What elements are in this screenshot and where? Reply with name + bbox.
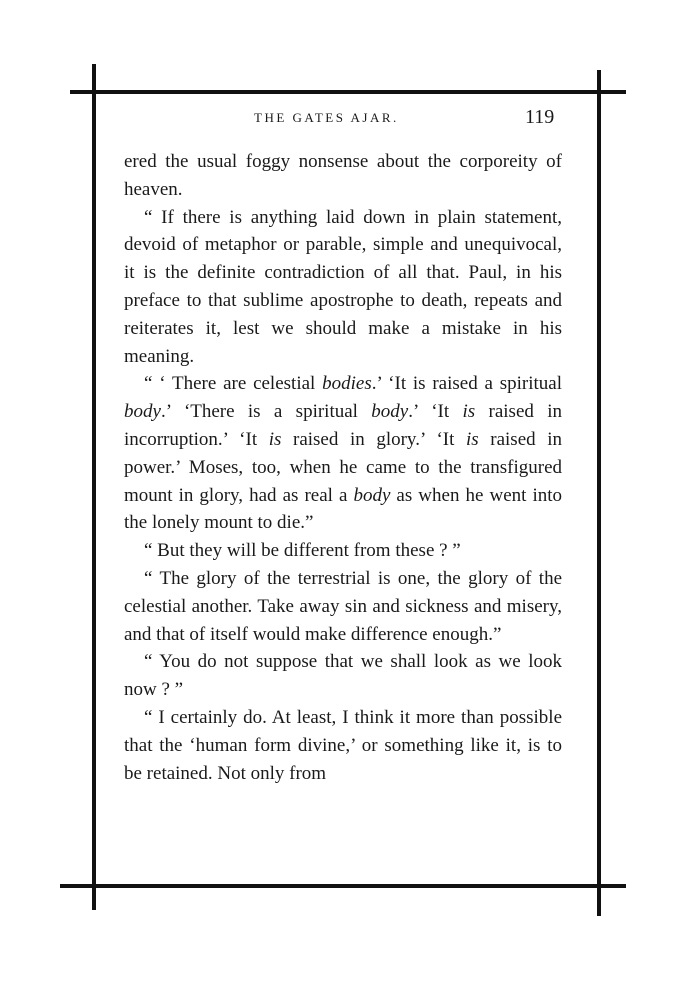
text-span: raised in glory.’ ‘It <box>281 428 466 450</box>
paragraph-scripture <box>124 370 562 537</box>
text-span: raised in power.’ Moses, too, when he came to the transfigured mount in glory, had as real a <box>124 428 562 506</box>
running-title: THE GATES AJAR. <box>254 110 399 125</box>
text-span: .’ ‘It <box>408 401 463 423</box>
text-span: .’ ‘There is a spiritual <box>160 401 372 423</box>
right-border-rule <box>597 70 601 916</box>
page-number: 119 <box>525 106 555 128</box>
text-span: “ ‘ There are celestial <box>144 373 323 395</box>
paragraph-continuation: ered the usual foggy nonsense about the corporeity of heaven. <box>124 151 562 200</box>
paragraph: “ If there is anything laid down in plain statement, devoid of metaphor or parable, simple and unequivocal, it is the definite contradiction of all that. Paul, in his preface to that sublime apostrophe to death, repeats and reiterates it, lest we should make a mistake in his meaning. <box>124 206 562 367</box>
italic-span: body <box>124 401 161 423</box>
italic-span: bodies <box>322 373 372 395</box>
paragraph: “ The glory of the terrestrial is one, the glory of the celestial another. Take away sin and sickness and misery, and that of itself would make difference enough.” <box>124 567 562 645</box>
top-border-rule <box>70 90 626 94</box>
page-body <box>124 148 562 787</box>
italic-span: body <box>371 401 409 423</box>
italic-span: is <box>465 428 479 450</box>
italic-span: is <box>268 428 282 450</box>
paragraph: “ You do not suppose that we shall look as we look now ? ” <box>124 651 562 701</box>
italic-span: is <box>462 401 476 423</box>
left-border-rule <box>92 64 96 910</box>
text-span: raised in incorruption.’ ‘It <box>124 401 562 450</box>
bottom-border-rule <box>60 884 626 888</box>
text-span: as when he went into the lonely mount to die.” <box>124 484 563 534</box>
paragraph: “ I certainly do. At least, I think it more than possible that the ‘human form divine,’ or something like it, is to be retained. Not only from <box>124 706 562 784</box>
italic-span: body <box>353 484 391 506</box>
text-span: .’ ‘It is raised a spiritual <box>371 373 563 395</box>
paragraph: “ But they will be different from these ? ” <box>144 540 461 562</box>
